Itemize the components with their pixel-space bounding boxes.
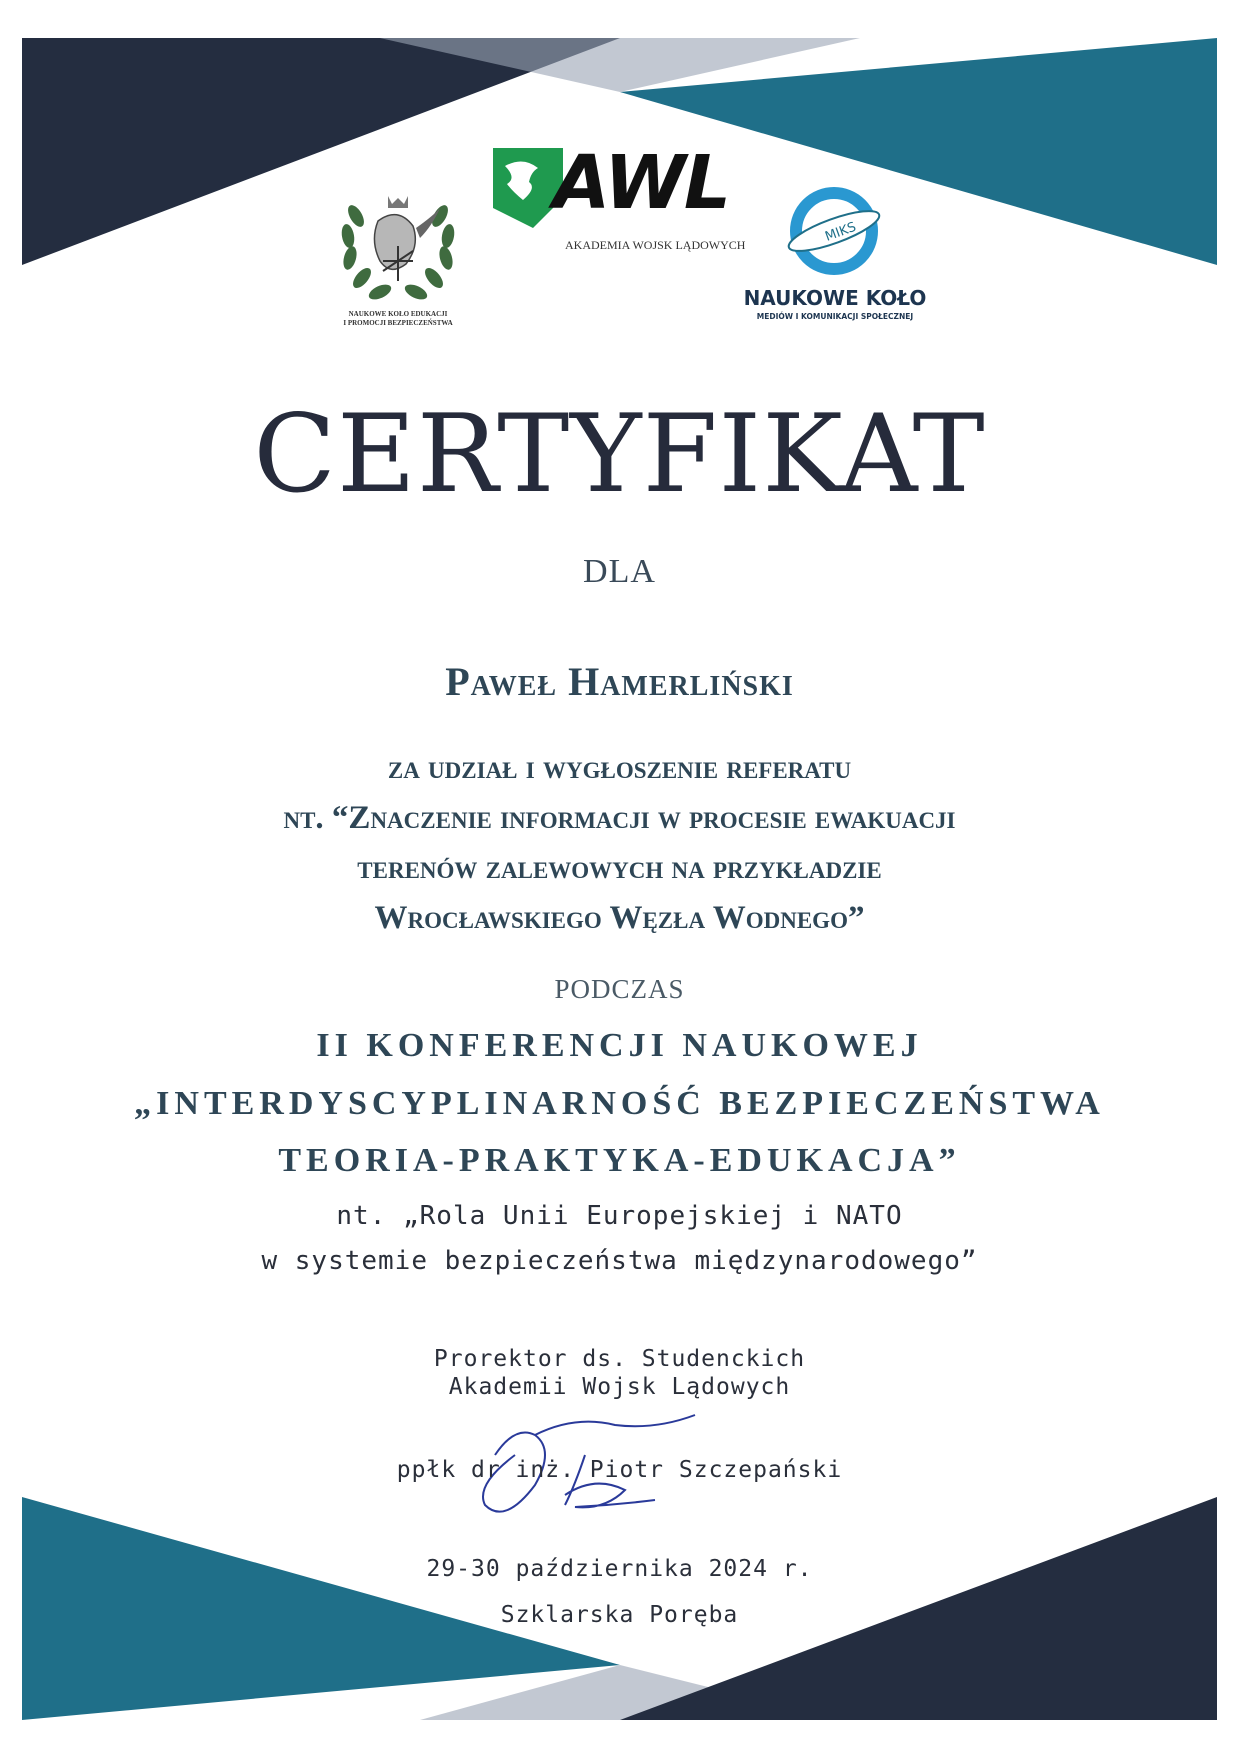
reason-line-4: Wrocławskiego Węzła Wodnego” [374,900,865,936]
signatory-role-2: Akademii Wojsk Lądowych [448,1374,791,1400]
conference-line-1: II KONFERENCJI NAUKOWEJ [316,1027,923,1064]
left-logo-caption-2: I PROMOCJI BEZPIECZEŃSTWA [343,319,453,327]
miks-badge: MIKS [823,219,859,245]
handwritten-signature [455,1395,715,1515]
reason-line-3: terenów zalewowych na przykładzie [357,850,882,886]
event-date: 29-30 października 2024 r. [426,1556,813,1582]
awl-caption: AKADEMIA WOJSK LĄDOWYCH [565,238,746,252]
conference-line-3: TEORIA-PRAKTYKA-EDUKACJA” [278,1142,961,1179]
miks-caption-1: NAUKOWE KOŁO [743,286,927,310]
topic-line-2: w systemie bezpieczeństwa międzynarodowego” [261,1246,978,1276]
awl-logo [493,140,753,258]
miks-caption-2: MEDIÓW I KOMUNIKACJI SPOŁECZNEJ [756,312,914,321]
eagle-laurel-icon [328,186,468,306]
conference-line-2: „INTERDYSCYPLINARNOŚĆ BEZPIECZEŃSTWA [134,1085,1105,1122]
for-label: DLA [583,553,656,590]
reason-line-1: za udział i wygłoszenie referatu [387,750,852,786]
globe-ring-icon [779,186,889,276]
reason-line-2: nt. “Znaczenie informacji w procesie ewakuacji [283,800,956,836]
signatory-role-1: Prorektor ds. Studenckich [433,1346,806,1372]
recipient-name: Paweł Hamerliński [445,659,794,704]
event-place: Szklarska Poręba [500,1602,739,1628]
left-club-logo [328,186,468,326]
awl-wordmark: AWL [553,140,730,226]
signatory-name: ppłk dr inż. Piotr Szczepański [396,1457,843,1483]
miks-logo [735,186,935,326]
topic-line-1: nt. „Rola Unii Europejskiej i NATO [336,1201,903,1231]
during-label: PODCZAS [554,974,685,1004]
left-logo-caption-1: NAUKOWE KOŁO EDUKACJI [348,310,448,318]
certificate-title: CERTYFIKAT [253,392,986,517]
